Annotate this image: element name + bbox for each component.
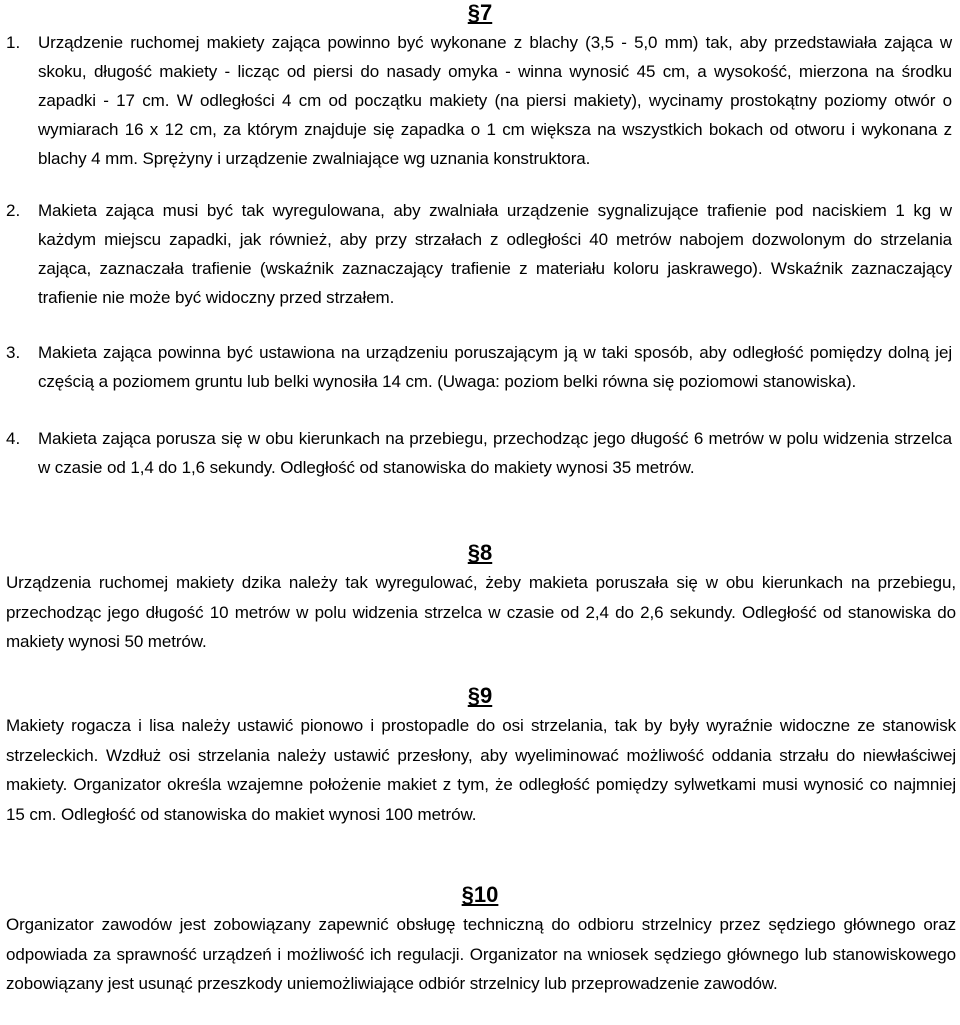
item-number: 1. (6, 33, 21, 52)
item-text: Makieta zająca musi być tak wyregulowana, aby zwalniała urządzenie sygnalizujące trafienie pod naciskiem 1 kg w każdym miejscu zapadki, jak również, aby przy strzałach z odległości 40 metrów nabojem dozwolonym do strzelania zająca, zaznaczała trafienie (wskaźnik zaznaczający trafienie z materiału koloru jaskrawego). Wskaźnik zaznaczający trafienie nie może być widoczny przed strzałem. (38, 201, 952, 307)
section-10-title: §10 (461, 882, 499, 907)
item-number: 2. (6, 201, 21, 220)
section-9-text: Makiety rogacza i lisa należy ustawić pionowo i prostopadle do osi strzelania, tak by były wyraźnie widoczne ze stanowisk strzeleckich. Wzdłuż osi strzelania należy ustawić przesłony, aby wyeliminować możliwość oddania strzału do niewłaściwej makiety. Organizator określa wzajemne położenie makiet z tym, że odległość pomiędzy sylwetkami musi wynosić co najmniej 15 cm. Odległość od stanowiska do makiet wynosi 100 metrów. (6, 716, 956, 824)
item-number: 3. (6, 343, 21, 362)
section-9-title: §9 (467, 683, 493, 708)
section-7-title: §7 (467, 0, 493, 25)
item-text: Makieta zająca porusza się w obu kierunkach na przebiegu, przechodząc jego długość 6 metrów w polu widzenia strzelca w czasie od 1,4 do 1,6 sekundy. Odległość od stanowiska do makiety wynosi 35 metrów. (38, 429, 952, 477)
section-7-item-1 (6, 28, 952, 173)
section-7-item-3 (6, 338, 952, 396)
section-8-title: §8 (467, 540, 493, 565)
item-text: Urządzenie ruchomej makiety zająca powinno być wykonane z blachy (3,5 - 5,0 mm) tak, aby przedstawiała zająca w skoku, długość makiety - licząc od piersi do nasady omyka - winna wynosić 45 cm, a wysokość, mierzona na środku zapadki - 17 cm. W odległości 4 cm od początku makiety (na piersi makiety), wycinamy prostokątny poziomy otwór o wymiarach 16 x 12 cm, za którym znajduje się zapadka o 1 cm większa na wszystkich bokach od otworu i wykonana z blachy 4 mm. Sprężyny i urządzenie zwalniające wg uznania konstruktora. (38, 33, 952, 168)
item-text: Makieta zająca powinna być ustawiona na urządzeniu poruszającym ją w taki sposób, aby odległość pomiędzy dolną jej częścią a poziomem gruntu lub belki wynosiła 14 cm. (Uwaga: poziom belki równa się poziomowi stanowiska). (38, 343, 952, 391)
section-7-item-4 (6, 424, 952, 482)
section-7-item-2 (6, 196, 952, 312)
section-10-text: Organizator zawodów jest zobowiązany zapewnić obsługę techniczną do odbioru strzelnicy przez sędziego głównego oraz odpowiada za sprawność urządzeń i możliwość ich regulacji. Organizator na wniosek sędziego głównego lub stanowiskowego zobowiązany jest usunąć przeszkody uniemożliwiające odbiór strzelnicy lub przeprowadzenie zawodów. (6, 915, 956, 993)
section-8-text: Urządzenia ruchomej makiety dzika należy tak wyregulować, żeby makieta poruszała się w obu kierunkach na przebiegu, przechodząc jego długość 10 metrów w polu widzenia strzelca w czasie od 2,4 do 2,6 sekundy. Odległość od stanowiska do makiety wynosi 50 metrów. (6, 573, 956, 651)
item-number: 4. (6, 429, 21, 448)
